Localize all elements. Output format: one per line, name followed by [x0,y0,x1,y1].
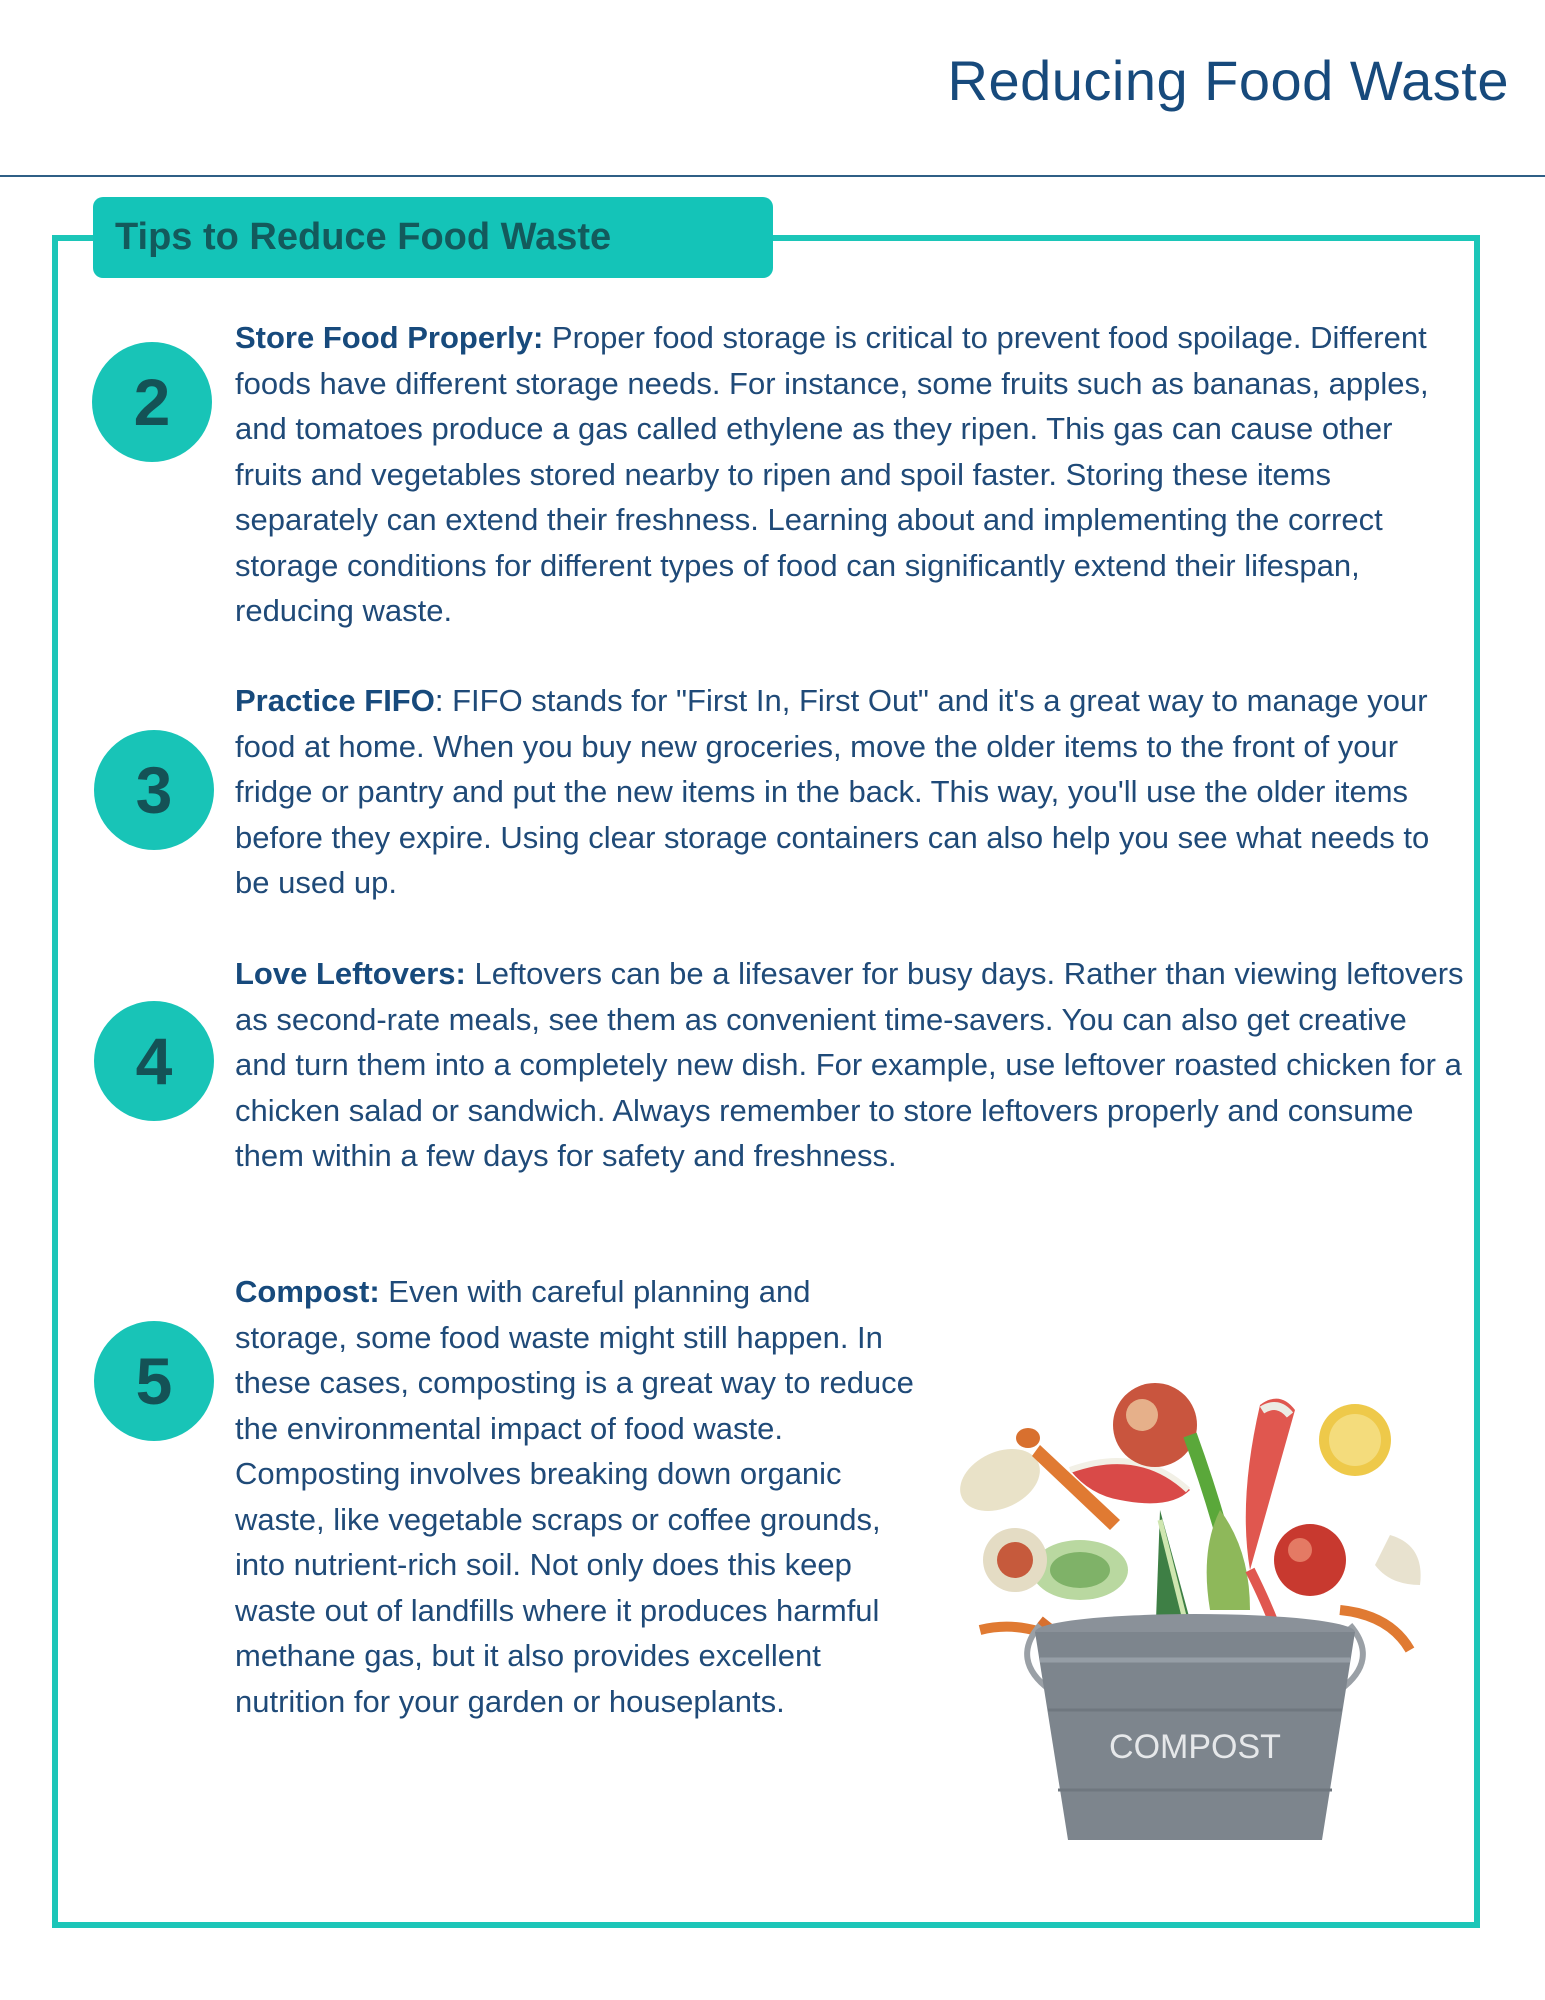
tip-love-leftovers [235,951,1465,1179]
tip-heading: Store Food Properly: [235,320,544,355]
number-badge-4: 4 [94,1001,214,1121]
tip-text: Even with careful planning and storage, some food waste might still happen. In these cases, composting is a great way to reduce the environmental impact of food waste. Composting involves breaking down organic waste, like vegetable scraps or coffee grounds, into nutrient-rich soil. Not only does this keep waste out of landfills where it produces harmful methane gas, but it also provides excellent nutrition for your garden or houseplants. [235,1274,914,1719]
tip-text: Leftovers can be a lifesaver for busy days. Rather than viewing leftovers as second-rate meals, see them as convenient time-savers. You can also get creative and turn them into a completely new dish. For example, use leftover roasted chicken for a chicken salad or sandwich. Always remember to store leftovers properly and consume them within a few days for safety and freshness. [235,956,1464,1173]
tip-practice-fifo [235,678,1465,906]
number-badge-2: 2 [92,342,212,462]
compost-bucket-image [920,1370,1460,1850]
tip-heading: Practice FIFO [235,683,435,718]
compost-bin-label: COMPOST [1109,1728,1281,1766]
tip-text: : FIFO stands for "First In, First Out" and it's a great way to manage your food at home. When you buy new groceries, move the older items to the front of your fridge or pantry and put the new items in the back. This way, you'll use the older items before they expire. Using clear storage containers can also help you see what needs to be used up. [235,683,1430,900]
page-title: Reducing Food Waste [947,49,1509,112]
number-badge-3: 3 [94,730,214,850]
tip-text: Proper food storage is critical to prevent food spoilage. Different foods have different storage needs. For instance, some fruits such as bananas, apples, and tomatoes produce a gas called ethylene as they ripen. This gas can cause other fruits and vegetables stored nearby to ripen and spoil faster. Storing these items separately can extend their freshness. Learning about and implementing the correct storage conditions for different types of food can significantly extend their lifespan, reducing waste. [235,320,1429,628]
number-badge-5: 5 [94,1321,214,1441]
header-divider [0,175,1545,177]
tip-compost [235,1269,915,1724]
tip-heading: Compost: [235,1274,380,1309]
section-title: Tips to Reduce Food Waste [93,197,773,278]
tip-store-food [235,315,1465,634]
tip-heading: Love Leftovers: [235,956,466,991]
